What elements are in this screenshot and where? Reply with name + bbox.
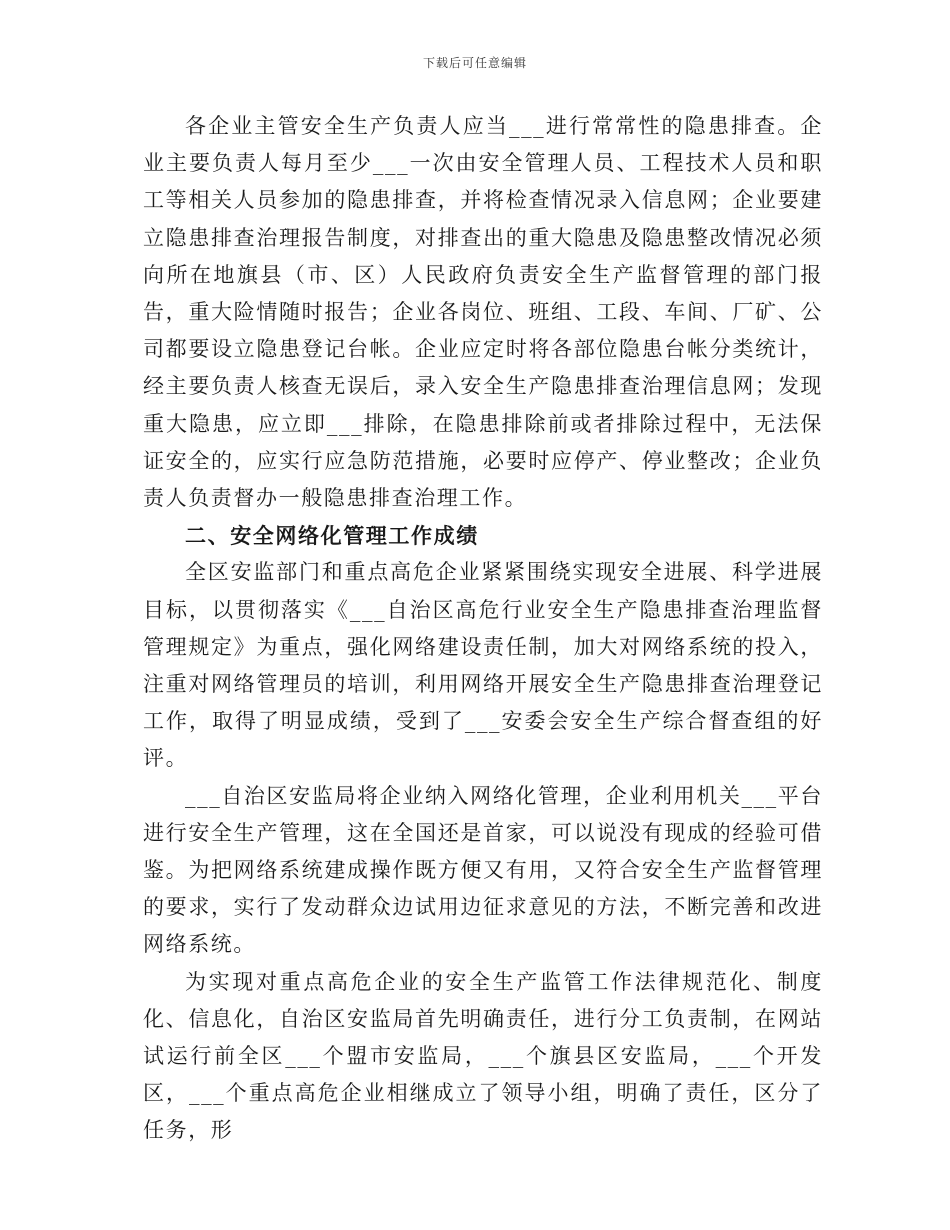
- page-header: 下载后可任意编辑: [422, 56, 527, 70]
- paragraph-4: 为实现对重点高危企业的安全生产监管工作法律规范化、制度化、信息化，自治区安监局首先明确责任，进行分工负责制，在网站试运行前全区___个盟市安监局，___个旗县区安监局，___个开发区，___个重点高危企业相继成立了领导小组，明确了责任，区分了任务，形: [143, 969, 823, 1143]
- document-body: [143, 108, 823, 1150]
- section-heading: 二、安全网络化管理工作成绩: [185, 523, 479, 549]
- paragraph-3: ___自治区安监局将企业纳入网络化管理，企业利用机关___平台进行安全生产管理，这在全国还是首家，可以说没有现成的经验可借鉴。为把网络系统建成操作既方便又有用，又符合安全生产监督管理的要求，实行了发动群众边试用边征求意见的方法，不断完善和改进网络系统。: [143, 783, 823, 957]
- paragraph-1: 各企业主管安全生产负责人应当___进行常常性的隐患排查。企业主要负责人每月至少___一次由安全管理人员、工程技术人员和职工等相关人员参加的隐患排查，并将检查情况录入信息网；企业要建立隐患排查治理报告制度，对排查出的重大隐患及隐患整改情况必须向所在地旗县（市、区）人民政府负责安全生产监督管理的部门报告，重大险情随时报告；企业各岗位、班组、工段、车间、厂矿、公司都要设立隐患登记台帐。企业应定时将各部位隐患台帐分类统计，经主要负责人核查无误后，录入安全生产隐患排查治理信息网；发现重大隐患，应立即___排除，在隐患排除前或者排除过程中，无法保证安全的，应实行应急防范措施，必要时应停产、停业整改；企业负责人负责督办一般隐患排查治理工作。: [143, 114, 823, 511]
- paragraph-2: 全区安监部门和重点高危企业紧紧围绕实现安全进展、科学进展目标，以贯彻落实《___自治区高危行业安全生产隐患排查治理监督管理规定》为重点，强化网络建设责任制，加大对网络系统的投入，注重对网络管理员的培训，利用网络开展安全生产隐患排查治理登记工作，取得了明显成绩，受到了___安委会安全生产综合督查组的好评。: [143, 560, 823, 771]
